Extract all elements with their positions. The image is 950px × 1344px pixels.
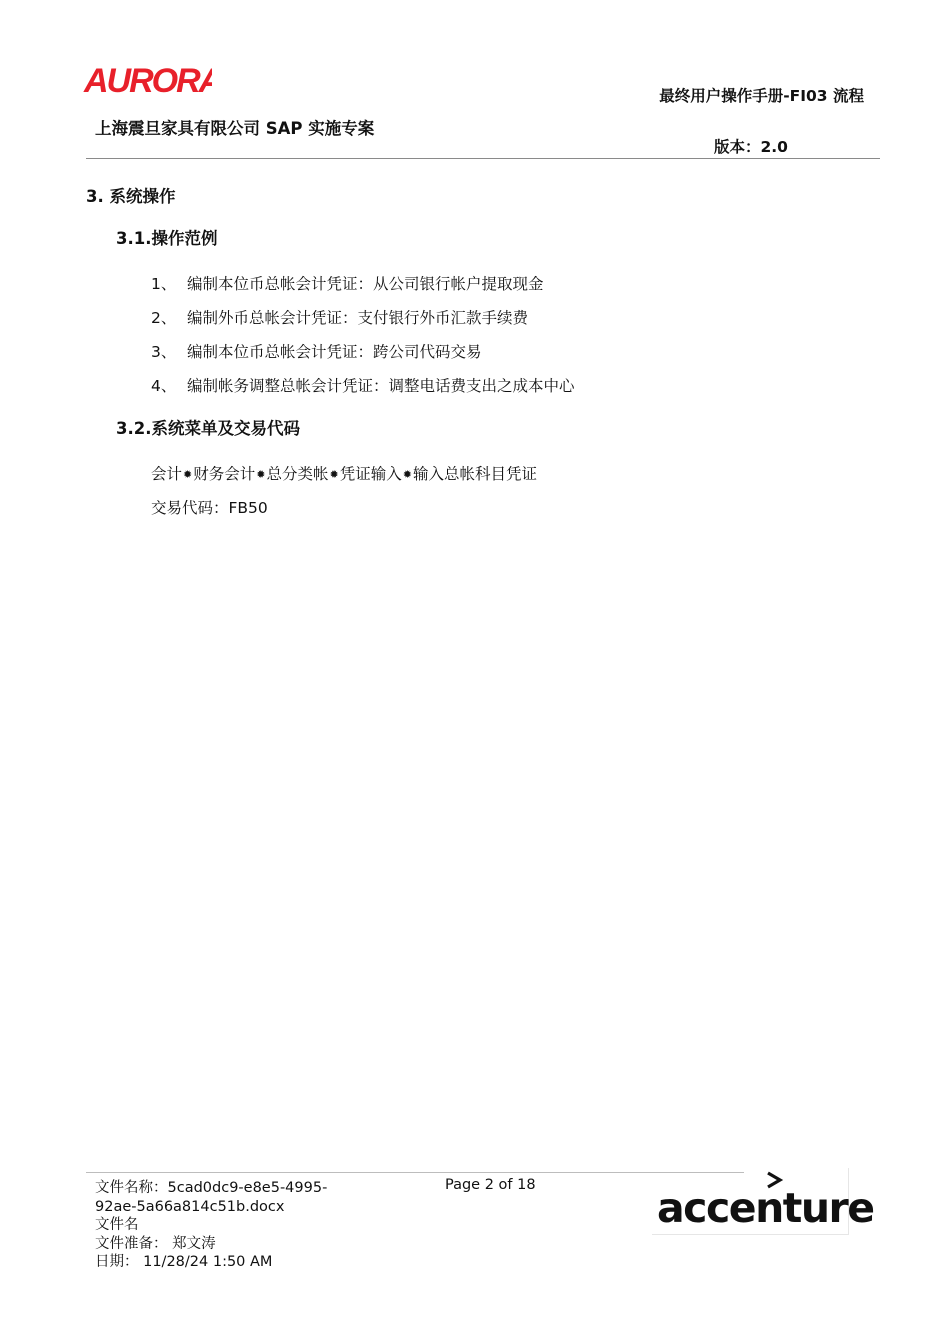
menu-separator-icon: ✹ xyxy=(183,468,193,481)
menu-path-step: 财务会计 xyxy=(193,465,256,483)
page-number: Page 2 of 18 xyxy=(445,1177,536,1193)
menu-path-step: 总分类帐 xyxy=(266,465,329,483)
transaction-code: 交易代码：FB50 xyxy=(151,499,268,517)
menu-path xyxy=(151,462,537,484)
menu-path-step: 会计 xyxy=(151,465,183,483)
example-item xyxy=(151,374,575,396)
example-text: 编制本位币总帐会计凭证：从公司银行帐户提取现金 xyxy=(187,275,544,293)
example-number: 4、 xyxy=(151,377,177,395)
example-number: 2、 xyxy=(151,309,177,327)
prepared-by: 文件准备： 郑文涛 xyxy=(95,1235,216,1252)
menu-separator-icon: ✹ xyxy=(329,468,339,481)
example-text: 编制帐务调整总帐会计凭证：调整电话费支出之成本中心 xyxy=(187,377,575,395)
section-heading: 3. 系统操作 xyxy=(86,187,176,206)
header-divider xyxy=(86,158,880,159)
date-line: 日期： 11/28/24 1:50 AM xyxy=(95,1254,273,1270)
subsection-heading-examples: 3.1.操作范例 xyxy=(116,229,218,248)
manual-title: 最终用户操作手册-FI03 流程 xyxy=(659,87,864,105)
example-number: 3、 xyxy=(151,343,177,361)
company-name: 上海震旦家具有限公司 SAP 实施专案 xyxy=(95,119,375,138)
file-name-line: 文件名称：5cad0dc9-e8e5-4995- xyxy=(95,1180,328,1196)
footer-info xyxy=(95,1179,327,1272)
menu-separator-icon: ✹ xyxy=(402,468,412,481)
subsection-heading-menu: 3.2.系统菜单及交易代码 xyxy=(116,419,300,438)
example-item xyxy=(151,272,544,294)
accenture-logo xyxy=(652,1168,874,1235)
aurora-logo xyxy=(82,62,212,100)
footer-divider xyxy=(86,1172,744,1173)
example-text: 编制外币总帐会计凭证：支付银行外币汇款手续费 xyxy=(187,309,529,327)
example-number: 1、 xyxy=(151,275,177,293)
example-item xyxy=(151,340,482,362)
example-text: 编制本位币总帐会计凭证：跨公司代码交易 xyxy=(187,343,482,361)
version-label: 版本：2.0 xyxy=(714,138,788,156)
file-label: 文件名 xyxy=(95,1217,139,1233)
example-item xyxy=(151,306,528,328)
menu-path-step: 输入总帐科目凭证 xyxy=(412,465,537,483)
menu-path-step: 凭证输入 xyxy=(339,465,402,483)
accenture-wordmark: accenture xyxy=(657,1184,874,1232)
file-name-line: 92ae-5a66a814c51b.docx xyxy=(95,1198,285,1215)
menu-separator-icon: ✹ xyxy=(256,468,266,481)
svg-text:AURORA: AURORA xyxy=(84,62,212,96)
